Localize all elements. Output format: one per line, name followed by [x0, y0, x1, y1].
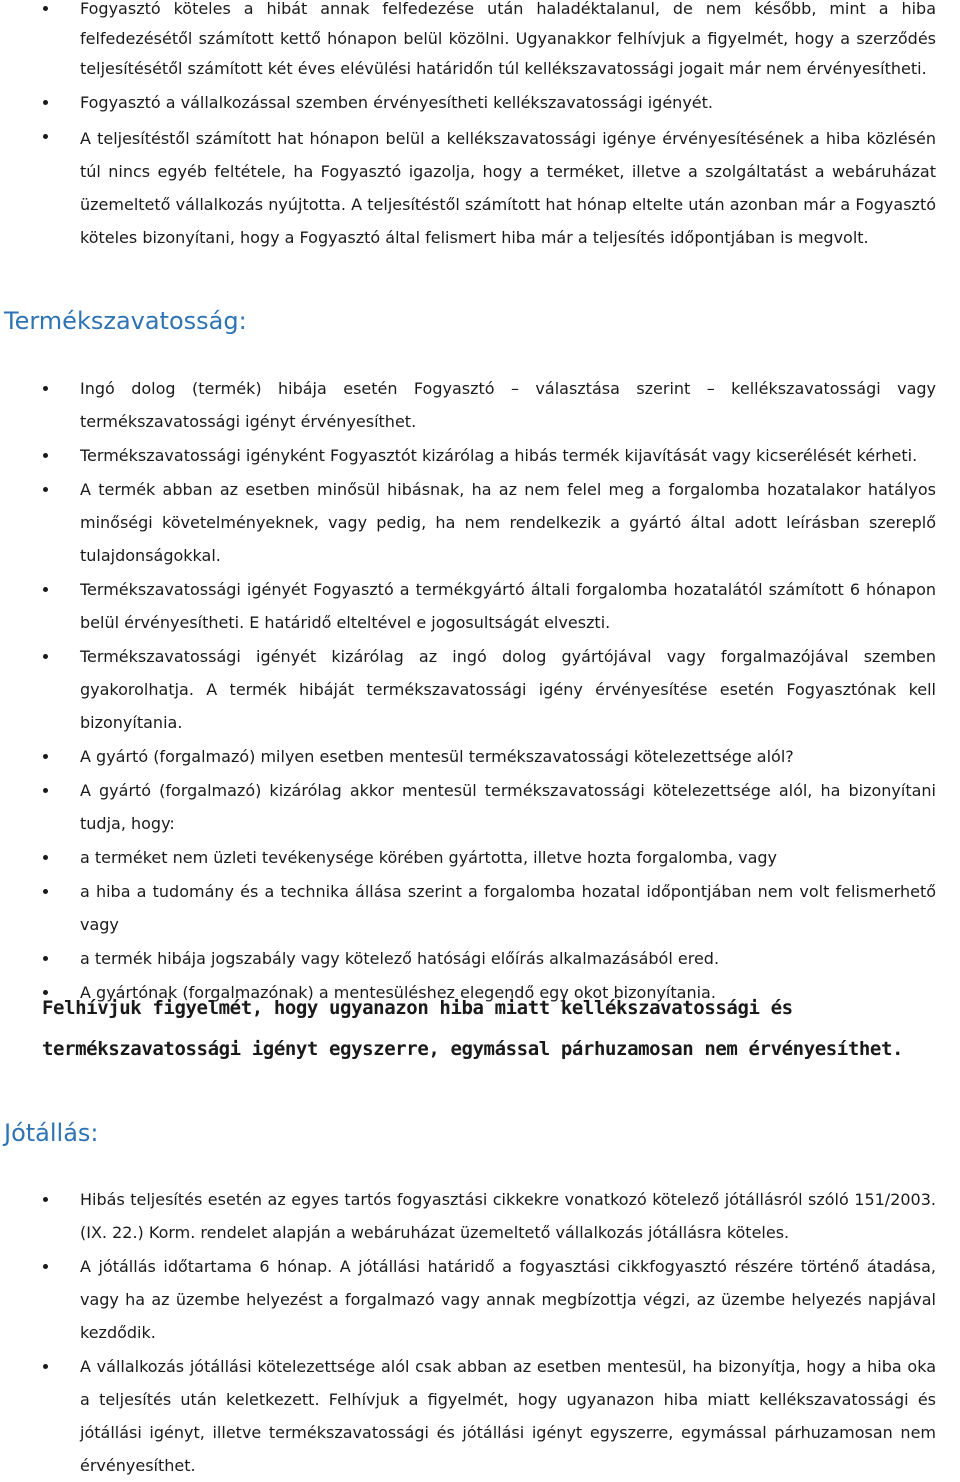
list-item: Fogyasztó a vállalkozással szemben érvényesítheti kellékszavatossági igényét.: [0, 88, 960, 118]
list-item: Ingó dolog (termék) hibája esetén Fogyasztó – választása szerint – kellékszavatossági vagy termékszavatossági igényt érvényesíthet.: [0, 372, 960, 438]
kellekszavatossag-list: [0, 0, 960, 254]
termekszavatossag-list: [0, 372, 960, 1009]
warning-notice: Felhívjuk figyelmét, hogy ugyanazon hiba miatt kellékszavatossági és termékszavatossági igényt egyszerre, egymással párhuzamosan nem érvényesíthet.: [42, 997, 904, 1060]
section-heading-jotallas: Jótállás:: [4, 1119, 99, 1147]
list-item: A teljesítéstől számított hat hónapon belül a kellékszavatossági igénye érvényesítésének a hiba közlésén túl nincs egyéb feltétele, ha Fogyasztó igazolja, hogy a terméket, illetve a szolgáltatást a webáruházat üzemeltető vállalkozás nyújtotta. A teljesítéstől számított hat hónap eltelte után azonban már a Fogyasztó köteles bizonyítani, hogy a Fogyasztó által felismert hiba már a teljesítés időpontjában is megvolt.: [0, 122, 960, 254]
list-item: A gyártó (forgalmazó) milyen esetben mentesül termékszavatossági kötelezettsége alól?: [0, 740, 960, 773]
list-item: A gyártónak (forgalmazónak) a mentesüléshez elegendő egy okot bizonyítania.: [0, 976, 960, 1009]
list-item: Hibás teljesítés esetén az egyes tartós fogyasztási cikkekre vonatkozó kötelező jótállásról szóló 151/2003. (IX. 22.) Korm. rendelet alapján a webáruházat üzemeltető vállalkozás jótállásra köteles.: [0, 1183, 960, 1249]
list-item: A jótállás időtartama 6 hónap. A jótállási határidő a fogyasztási cikkfogyasztó részére történő átadása, vagy ha az üzembe helyezést a forgalmazó vagy annak megbízottja végzi, az üzembe helyezés napjával kezdődik.: [0, 1250, 960, 1349]
list-item: a hiba a tudomány és a technika állása szerint a forgalomba hozatal időpontjában nem volt felismerhető vagy: [0, 875, 960, 941]
list-item: A vállalkozás jótállási kötelezettsége alól csak abban az esetben mentesül, ha bizonyítja, hogy a hiba oka a teljesítés után keletkezett. Felhívjuk a figyelmét, hogy ugyanazon hiba miatt kellékszavatossági és jótállási igényt, illetve termékszavatossági és jótállási igényt egyszerre, egymással párhuzamosan nem érvényesíthet.: [0, 1350, 960, 1482]
list-item: a termék hibája jogszabály vagy kötelező hatósági előírás alkalmazásából ered.: [0, 942, 960, 975]
list-item: a terméket nem üzleti tevékenysége körében gyártotta, illetve hozta forgalomba, vagy: [0, 841, 960, 874]
jotallas-list: [0, 1183, 960, 1482]
list-item: A termék abban az esetben minősül hibásnak, ha az nem felel meg a forgalomba hozatalakor hatályos minőségi követelményeknek, vagy pedig, ha nem rendelkezik a gyártó által adott leírásban szereplő tulajdonságokkal.: [0, 473, 960, 572]
list-item: A gyártó (forgalmazó) kizárólag akkor mentesül termékszavatossági kötelezettsége alól, ha bizonyítani tudja, hogy:: [0, 774, 960, 840]
list-item: Termékszavatossági igényét Fogyasztó a termékgyártó általi forgalomba hozatalától számított 6 hónapon belül érvényesítheti. E határidő elteltével e jogosultságát elveszti.: [0, 573, 960, 639]
list-item: Termékszavatossági igényét kizárólag az ingó dolog gyártójával vagy forgalmazójával szemben gyakorolhatja. A termék hibáját termékszavatossági igény érvényesítése esetén Fogyasztónak kell bizonyítania.: [0, 640, 960, 739]
list-item: Termékszavatossági igényként Fogyasztót kizárólag a hibás termék kijavítását vagy kicserélését kérheti.: [0, 439, 960, 472]
section-heading-termekszavatossag: Termékszavatosság:: [4, 307, 247, 335]
list-item: Fogyasztó köteles a hibát annak felfedezése után haladéktalanul, de nem később, mint a hiba felfedezésétől számított kettő hónapon belül közölni. Ugyanakkor felhívjuk a figyelmét, hogy a szerződés teljesítésétől számított két éves elévülési határidőn túl kellékszavatossági jogait már nem érvényesítheti.: [0, 0, 960, 84]
